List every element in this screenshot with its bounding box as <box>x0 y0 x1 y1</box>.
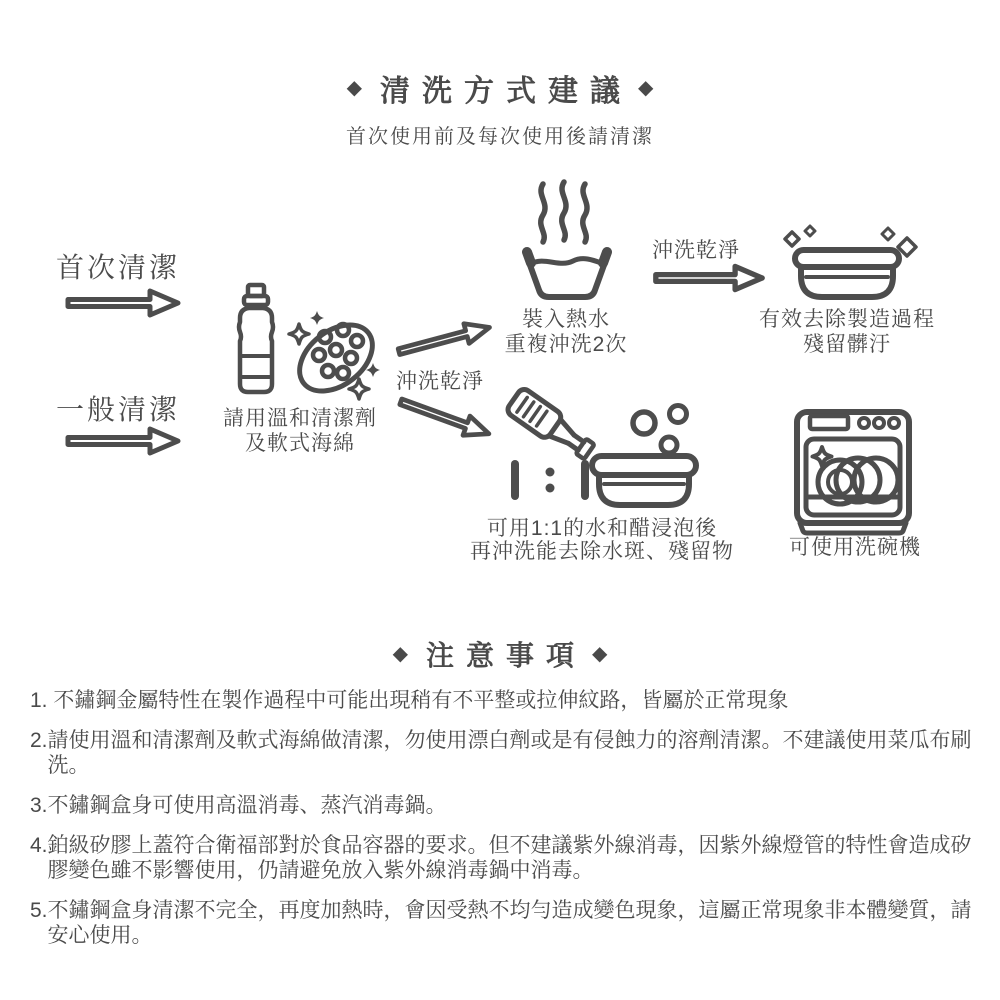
note-item-4 <box>30 833 988 883</box>
note-number: 3. <box>30 794 48 817</box>
soak-container-icon <box>588 450 700 510</box>
diamond-icon: ◆ <box>392 643 408 665</box>
detergent-caption-line1: 請用溫和清潔劑 <box>223 407 377 430</box>
rinse-arrow-right-icon <box>650 261 768 295</box>
arrow-right-icon <box>62 286 184 320</box>
result-caption-line2: 殘留髒汙 <box>803 333 891 356</box>
hot-water-caption-line2: 重複沖洗2次 <box>504 333 628 356</box>
note-item-5 <box>30 898 988 948</box>
vinegar-caption <box>452 517 752 563</box>
vinegar-caption-line2: 再沖洗能去除水斑、殘留物 <box>470 540 734 563</box>
hot-water-basin-icon <box>517 178 617 302</box>
note-item-1 <box>30 688 988 713</box>
hot-water-caption-line1: 裝入熱水 <box>522 308 610 331</box>
note-text: 請使用溫和清潔劑及軟式海綿做清潔，勿使用漂白劑或是有侵蝕力的溶劑清潔。不建議使用菜瓜布刷洗。 <box>47 729 972 777</box>
detergent-caption-line2: 及軟式海綿 <box>245 432 355 455</box>
vinegar-caption-line1: 可用1:1的水和醋浸泡後 <box>486 517 718 540</box>
steam-icon <box>541 182 587 242</box>
dishwasher-caption: 可使用洗碗機 <box>789 536 921 559</box>
general-clean-label: 一般清潔 <box>56 394 181 425</box>
notes-title <box>0 634 1000 674</box>
clean-container-icon <box>780 220 925 304</box>
dishwasher-icon <box>792 407 914 537</box>
note-number: 4. <box>30 834 48 857</box>
ratio-1-1-icon <box>506 458 594 502</box>
sparkle-icon <box>310 311 324 325</box>
note-text: 不鏽鋼金屬特性在製作過程中可能出現稍有不平整或拉伸紋路，皆屬於正常現象 <box>53 689 789 712</box>
arrow-right-icon <box>62 424 184 458</box>
diamond-icon: ◆ <box>346 77 362 99</box>
note-number: 1. <box>30 689 54 712</box>
note-number: 2. <box>30 729 48 752</box>
note-item-2 <box>30 728 988 778</box>
note-text: 不鏽鋼盒身清潔不完全，再度加熱時，會因受熱不均勻造成變色現象，這屬正常現象非本體變質，請安心使用。 <box>47 899 972 947</box>
notes-title-text: 注意事項 <box>425 640 586 671</box>
rinse-label-middle: 沖洗乾淨 <box>396 370 484 393</box>
rinse-label-top: 沖洗乾淨 <box>652 239 740 262</box>
hot-water-caption <box>481 307 651 357</box>
note-item-3 <box>30 793 988 818</box>
notes-list <box>30 688 988 963</box>
result-caption-line1: 有效去除製造過程 <box>759 308 935 331</box>
diamond-icon: ◆ <box>638 77 654 99</box>
sparkle-icon <box>785 232 799 246</box>
sparkle-icon <box>289 324 309 344</box>
guide-title-text: 清洗方式建議 <box>380 75 632 108</box>
detergent-bottle-icon <box>226 282 286 398</box>
note-number: 5. <box>30 899 48 922</box>
guide-title <box>0 66 1000 110</box>
diamond-icon: ◆ <box>592 643 608 665</box>
sparkle-icon <box>882 228 894 240</box>
sponge-icon <box>283 303 379 405</box>
first-clean-label: 首次清潔 <box>56 252 181 283</box>
vinegar-bottle-icon <box>512 384 614 456</box>
guide-subtitle: 首次使用前及每次使用後請清潔 <box>346 126 654 148</box>
note-text: 不鏽鋼盒身可使用高溫消毒、蒸汽消毒鍋。 <box>47 794 447 817</box>
detergent-caption <box>205 406 395 456</box>
sparkle-icon <box>805 226 815 236</box>
result-caption <box>752 307 942 357</box>
note-text: 鉑級矽膠上蓋符合衛福部對於食品容器的要求。但不建議紫外線消毒，因紫外線燈管的特性會造成矽膠變色雖不影響使用，仍請避免放入紫外線消毒鍋中消毒。 <box>47 834 972 882</box>
